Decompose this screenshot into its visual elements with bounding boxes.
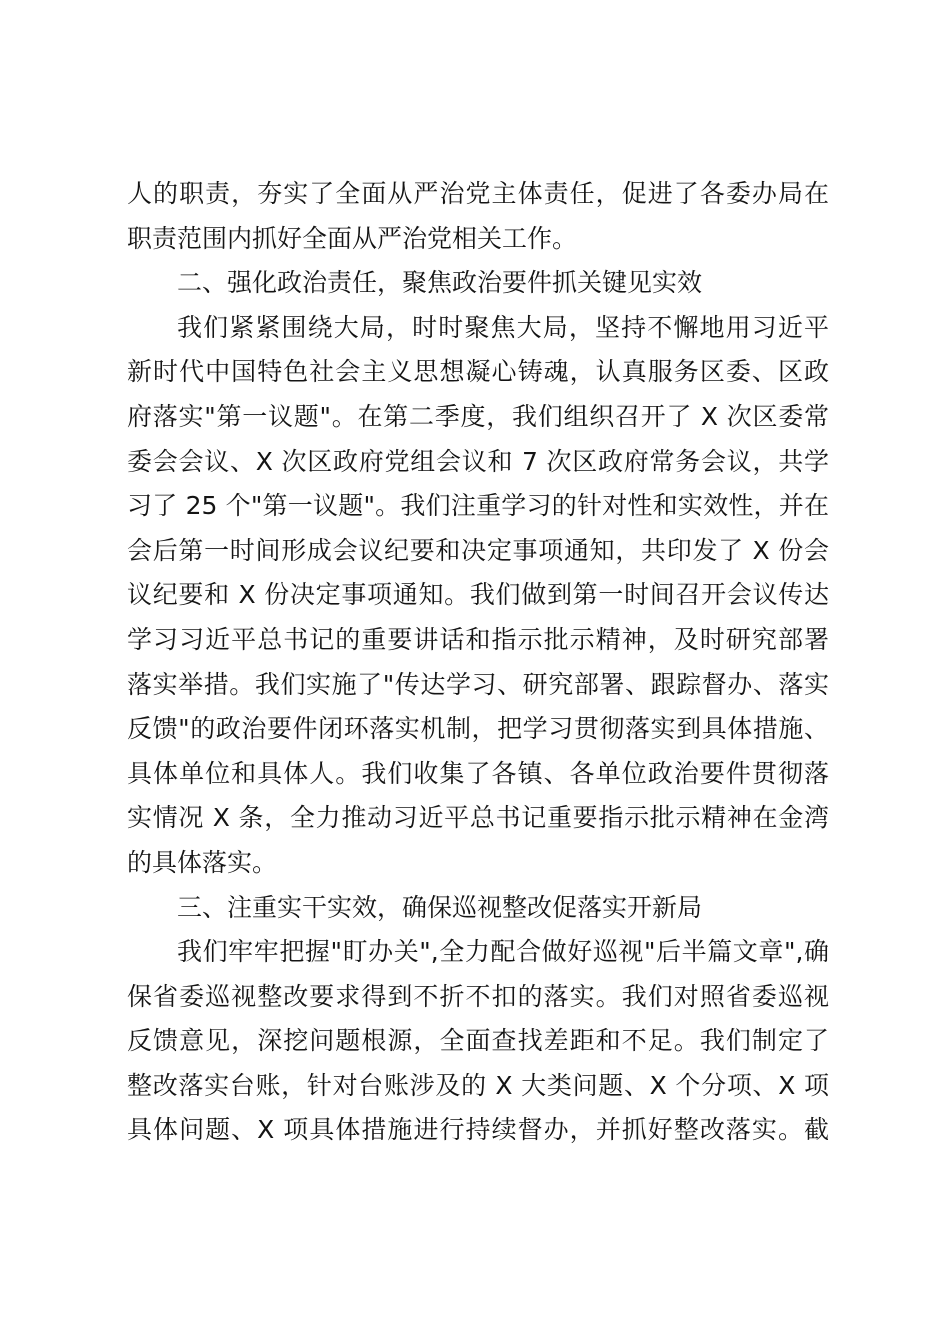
paragraph-line: 的具体落实。 <box>127 847 278 877</box>
paragraph-line: 实情况 X 条，全力推动习近平总书记重要指示批示精神在金湾 <box>127 803 829 833</box>
paragraph-line: 落实举措。我们实施了"传达学习、研究部署、跟踪督办、落实 <box>127 669 829 699</box>
paragraph-line: 议纪要和 X 份决定事项通知。我们做到第一时间召开会议传达 <box>127 580 829 610</box>
paragraph-line: 会后第一时间形成会议纪要和决定事项通知，共印发了 X 份会 <box>127 535 829 565</box>
paragraph-line: 反馈意见，深挖问题根源，全面查找差距和不足。我们制定了 <box>127 1026 829 1056</box>
paragraph-line: 我们牢牢把握"盯办关",全力配合做好巡视"后半篇文章",确 <box>177 937 829 967</box>
paragraph-line: 整改落实台账，针对台账涉及的 X 大类问题、X 个分项、X 项 <box>127 1070 829 1100</box>
paragraph-line: 府落实"第一议题"。在第二季度，我们组织召开了 X 次区委常 <box>127 401 829 431</box>
paragraph-line: 新时代中国特色社会主义思想凝心铸魂，认真服务区委、区政 <box>127 357 829 387</box>
paragraph-line: 委会会议、X 次区政府党组会议和 7 次区政府常务会议，共学 <box>127 446 829 476</box>
paragraph-line: 反馈"的政治要件闭环落实机制，把学习贯彻落实到具体措施、 <box>127 714 829 744</box>
paragraph-line: 我们紧紧围绕大局，时时聚焦大局，坚持不懈地用习近平 <box>177 312 829 342</box>
paragraph-line: 学习习近平总书记的重要讲话和指示批示精神，及时研究部署 <box>127 624 829 654</box>
paragraph-line: 职责范围内抓好全面从严治党相关工作。 <box>127 223 578 253</box>
section-heading: 二、强化政治责任，聚焦政治要件抓关键见实效 <box>177 268 703 298</box>
document-body <box>127 172 829 1153</box>
paragraph-line: 习了 25 个"第一议题"。我们注重学习的针对性和实效性，并在 <box>127 491 829 521</box>
paragraph-line: 具体单位和具体人。我们收集了各镇、各单位政治要件贯彻落 <box>127 758 829 788</box>
paragraph-line: 具体问题、X 项具体措施进行持续督办，并抓好整改落实。截 <box>127 1115 829 1145</box>
section-heading: 三、注重实干实效，确保巡视整改促落实开新局 <box>177 892 703 922</box>
paragraph-line: 保省委巡视整改要求得到不折不扣的落实。我们对照省委巡视 <box>127 981 829 1011</box>
paragraph-line: 人的职责，夯实了全面从严治党主体责任，促进了各委办局在 <box>127 179 829 208</box>
